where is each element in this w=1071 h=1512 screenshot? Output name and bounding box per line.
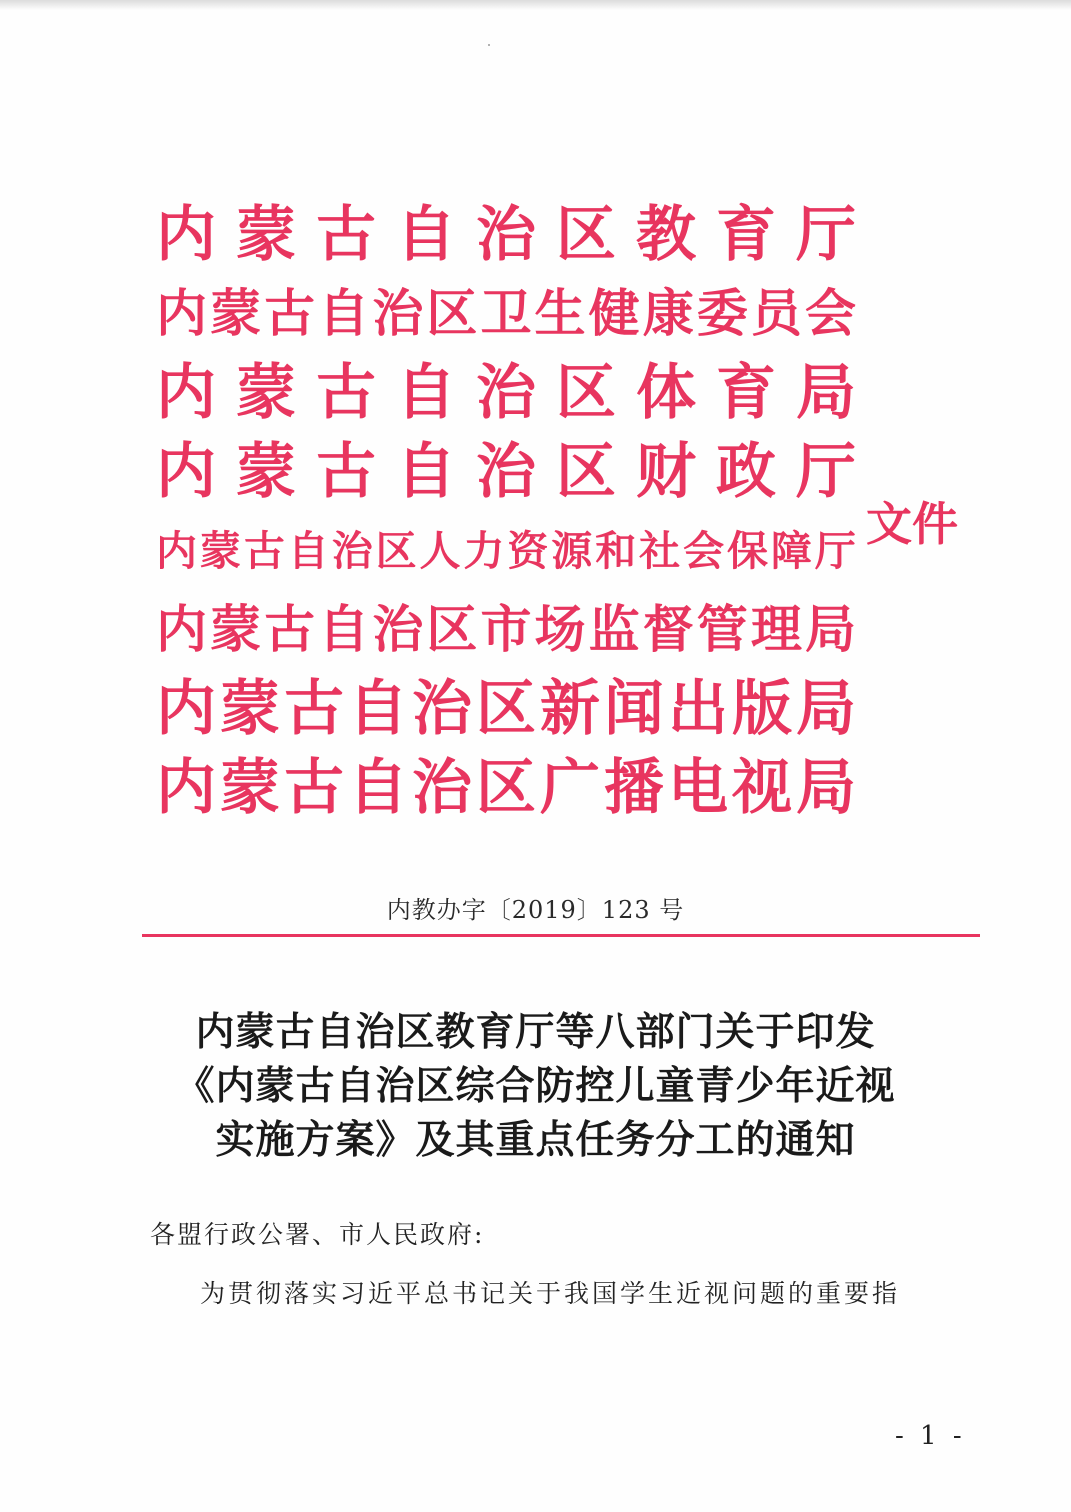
issuer-char: 局 <box>796 358 856 428</box>
issuer-char: 生 <box>534 284 586 344</box>
issuer-line <box>156 354 856 433</box>
issuer-char: 蒙 <box>236 358 296 428</box>
issuer-char: 员 <box>750 284 802 344</box>
issuer-char: 治 <box>476 437 536 507</box>
red-separator-line <box>142 934 980 937</box>
issuer-char: 和 <box>595 527 637 575</box>
issuer-char: 自 <box>318 284 370 344</box>
issuer-char: 自 <box>396 200 456 270</box>
page-number: - 1 - <box>895 1421 966 1451</box>
issuer-char: 版 <box>732 674 792 744</box>
issuer-char: 蒙 <box>210 284 262 344</box>
issuer-char: 蒙 <box>236 437 296 507</box>
issuer-char: 区 <box>556 437 616 507</box>
issuer-line <box>156 433 856 512</box>
issuer-char: 治 <box>412 753 472 823</box>
title-line-2: 《内蒙古自治区综合防控儿童青少年近视 <box>175 1063 896 1109</box>
issuer-char: 内 <box>156 753 216 823</box>
issuer-char: 自 <box>348 753 408 823</box>
issuer-char: 区 <box>556 358 616 428</box>
issuer-char: 内 <box>156 437 216 507</box>
issuer-char: 古 <box>316 358 376 428</box>
issuer-char: 视 <box>732 753 792 823</box>
issuer-char: 健 <box>588 284 640 344</box>
issuer-char: 治 <box>372 600 424 660</box>
issuer-char: 委 <box>696 284 748 344</box>
issuer-char: 蒙 <box>220 674 280 744</box>
issuer-char: 体 <box>636 358 696 428</box>
issuer-char: 播 <box>604 753 664 823</box>
issuer-char: 厅 <box>796 200 856 270</box>
issuer-char: 局 <box>796 674 856 744</box>
document-suffix: 文件 <box>866 497 958 551</box>
issuer-char: 内 <box>156 284 208 344</box>
issuing-departments <box>156 196 856 828</box>
issuer-char: 区 <box>426 600 478 660</box>
issuer-char: 蒙 <box>210 600 262 660</box>
issuer-char: 政 <box>716 437 776 507</box>
issuer-char: 蒙 <box>236 200 296 270</box>
issuer-char: 出 <box>668 674 728 744</box>
issuer-char: 场 <box>534 600 586 660</box>
scan-edge-shadow <box>0 0 1071 10</box>
issuer-char: 财 <box>636 437 696 507</box>
issuer-char: 教 <box>636 200 696 270</box>
issuer-char: 育 <box>716 358 776 428</box>
issuer-char: 理 <box>750 600 802 660</box>
issuer-char: 古 <box>284 753 344 823</box>
issuer-char: 区 <box>375 527 417 575</box>
issuer-char: 内 <box>156 600 208 660</box>
issuer-char: 闻 <box>604 674 664 744</box>
scan-speck <box>488 44 490 46</box>
issuer-char: 电 <box>668 753 728 823</box>
issuer-char: 区 <box>556 200 616 270</box>
title-line-1: 内蒙古自治区教育厅等八部门关于印发 <box>195 1009 876 1055</box>
issuer-char: 障 <box>770 527 812 575</box>
issuer-char: 育 <box>716 200 776 270</box>
issuer-char: 自 <box>287 527 329 575</box>
issuer-char: 厅 <box>814 527 856 575</box>
issuer-char: 管 <box>696 600 748 660</box>
issuer-line <box>156 670 856 749</box>
issuer-char: 自 <box>348 674 408 744</box>
issuer-char: 监 <box>588 600 640 660</box>
issuer-char: 古 <box>284 674 344 744</box>
issuer-char: 人 <box>419 527 461 575</box>
document-title <box>0 1005 1071 1167</box>
issuer-char: 区 <box>476 753 536 823</box>
issuer-char: 会 <box>804 284 856 344</box>
issuer-char: 治 <box>372 284 424 344</box>
issuer-char: 治 <box>331 527 373 575</box>
issuer-char: 局 <box>804 600 856 660</box>
issuer-line <box>156 749 856 828</box>
issuer-char: 蒙 <box>199 527 241 575</box>
issuer-char: 内 <box>156 358 216 428</box>
issuer-char: 古 <box>316 437 376 507</box>
issuer-char: 局 <box>796 753 856 823</box>
issuer-char: 会 <box>683 527 725 575</box>
issuer-char: 内 <box>156 527 197 575</box>
issuer-char: 区 <box>426 284 478 344</box>
document-number: 内教办字〔2019〕123 号 <box>386 896 685 924</box>
issuer-line <box>156 512 856 591</box>
addressee: 各盟行政公署、市人民政府: <box>150 1220 485 1249</box>
issuer-char: 资 <box>507 527 549 575</box>
issuer-line <box>156 196 856 275</box>
issuer-char: 自 <box>318 600 370 660</box>
issuer-char: 内 <box>156 674 216 744</box>
issuer-char: 古 <box>243 527 285 575</box>
issuer-char: 自 <box>396 437 456 507</box>
issuer-char: 区 <box>476 674 536 744</box>
issuer-char: 康 <box>642 284 694 344</box>
issuer-char: 自 <box>396 358 456 428</box>
issuer-char: 治 <box>476 358 536 428</box>
issuer-char: 新 <box>540 674 600 744</box>
issuer-char: 古 <box>264 600 316 660</box>
issuer-char: 古 <box>264 284 316 344</box>
issuer-char: 厅 <box>796 437 856 507</box>
issuer-char: 源 <box>551 527 593 575</box>
title-line-3: 实施方案》及其重点任务分工的通知 <box>215 1117 856 1163</box>
body-paragraph-first-line: 为贯彻落实习近平总书记关于我国学生近视问题的重要指 <box>200 1279 901 1308</box>
issuer-char: 市 <box>480 600 532 660</box>
issuer-char: 内 <box>156 200 216 270</box>
issuer-line <box>156 275 856 354</box>
issuer-char: 保 <box>726 527 768 575</box>
issuer-char: 治 <box>412 674 472 744</box>
issuer-char: 社 <box>639 527 681 575</box>
issuer-char: 督 <box>642 600 694 660</box>
issuer-char: 卫 <box>480 284 532 344</box>
issuer-char: 广 <box>540 753 600 823</box>
issuer-line <box>156 591 856 670</box>
issuer-char: 力 <box>463 527 505 575</box>
issuer-char: 古 <box>316 200 376 270</box>
issuer-char: 治 <box>476 200 536 270</box>
issuer-char: 蒙 <box>220 753 280 823</box>
